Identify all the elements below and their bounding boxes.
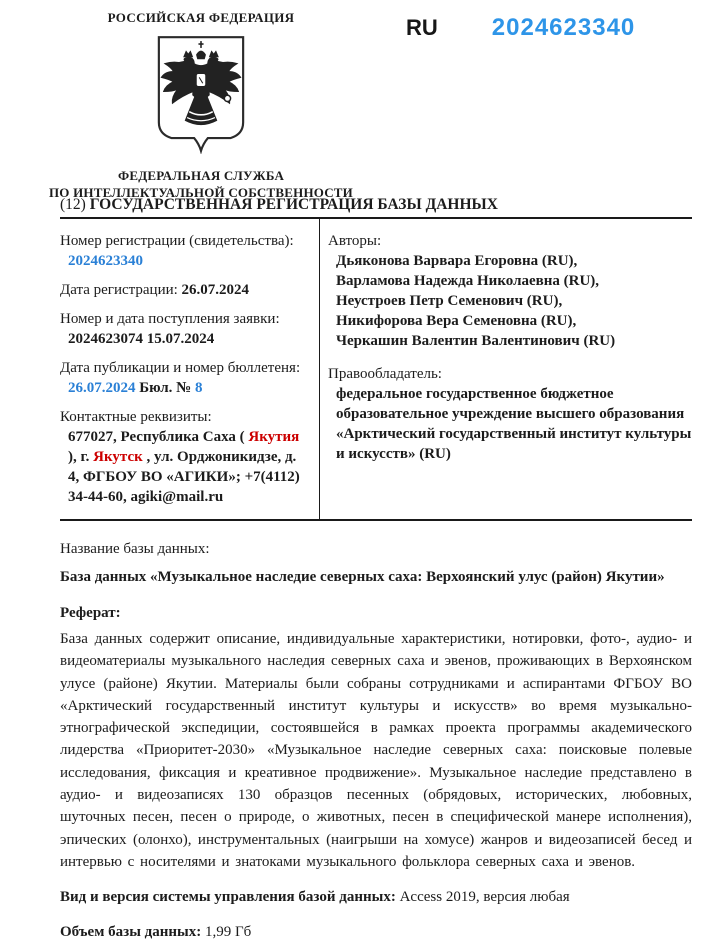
agency-name-line2: ПО ИНТЕЛЛЕКТУАЛЬНОЙ СОБСТВЕННОСТИ — [49, 185, 353, 200]
dbms-label: Вид и версия системы управления базой данных: — [60, 889, 396, 906]
issuing-authority-block — [28, 10, 374, 201]
contact-text-part2: ), г. — [68, 449, 90, 465]
document-header — [0, 0, 722, 200]
registration-date-entry — [60, 280, 309, 300]
db-size-value: 1,99 Гб — [204, 924, 252, 941]
application-entry — [60, 309, 309, 349]
author-row: Варламова Надежда Николаевна (RU), — [336, 273, 600, 289]
bibliographic-table — [60, 217, 692, 521]
contact-text-part1: 677027, Республика Саха ( — [68, 429, 245, 445]
country-code: RU — [406, 15, 438, 40]
rightholder-value: федеральное государственное бюджетное образовательное учреждение высшего образования «Арктический государственный институт культуры и искусств» (RU) — [336, 386, 692, 462]
reg-date-value: 26.07.2024 — [181, 282, 250, 298]
author-row: Дьяконова Варвара Егоровна (RU), — [336, 253, 578, 269]
bulletin-number-link[interactable]: 8 — [195, 380, 203, 396]
reg-date-label: Дата регистрации: — [60, 282, 178, 298]
contact-text-part3: , ул. Орджоникидзе, д. 4, ФГБОУ ВО «АГИКИ»; +7(4112) 34-44-60, agiki@mail.ru — [68, 449, 300, 505]
document-body — [60, 538, 692, 943]
author-row: Никифорова Вера Семеновна (RU), — [336, 313, 577, 329]
author-row: Черкашин Валентин Валентинович (RU) — [336, 333, 616, 349]
contacts-label: Контактные реквизиты: — [60, 409, 212, 425]
publication-label: Дата публикации и номер бюллетеня: — [60, 360, 301, 376]
doc-kind-code: (12) — [60, 196, 86, 213]
application-value: 2024623074 15.07.2024 — [68, 331, 215, 347]
biblio-right-column — [320, 219, 692, 519]
doc-kind-title: ГОСУДАРСТВЕННАЯ РЕГИСТРАЦИЯ БАЗЫ ДАННЫХ — [89, 196, 498, 213]
application-label: Номер и дата поступления заявки: — [60, 311, 280, 327]
bulletin-label: Бюл. № — [139, 380, 192, 396]
reg-number-link[interactable]: 2024623340 — [68, 253, 143, 269]
country-title: РОССИЙСКАЯ ФЕДЕРАЦИЯ — [107, 10, 295, 25]
contacts-value — [60, 427, 309, 507]
contact-highlight-yakutia: Якутия — [248, 429, 300, 445]
rightholder-entry — [328, 364, 692, 464]
biblio-left-column — [60, 219, 320, 519]
contacts-entry — [60, 407, 309, 507]
db-name-value: База данных «Музыкальное наследие северных саха: Верхоянский улус (район) Якутии» — [60, 569, 665, 585]
dbms-line — [60, 886, 692, 908]
db-name-label: Название базы данных: — [60, 541, 210, 557]
abstract-text: База данных содержит описание, индивидуальные характеристики, нотировки, фото-, аудио- и видеоматериалы музыкального наследия северных саха и эвенов, проживающих в Верхоянском улусе (районе) Якутии. Материалы были собраны сотрудниками и аспирантами ФГБОУ ВО «Арктический государственный институт культуры и искусств» во время музыкально-этнографической экспедиции, состоявшейся в рамках проекта программы академического лидерства «Приоритет-2030» «Музыкальное наследие северных саха: поисковые полевые исследования, фиксация и креативное продвижение». Музыкальное наследие представлено в аудио- и видеозаписях 130 образцов песенных (обрядовых, исторических, любовных, шуточных песен, песен о природе, о животных, песен в специфической манере исполнения), эпических (олонхо), инструментальных (наигрыши на хомусе) жанров и видеозаписей бесед и интервью с носителями и знатоками музыкального фольклора северных саха и эвенов. — [60, 631, 692, 870]
author-row: Неустроев Петр Семенович (RU), — [336, 293, 563, 309]
agency-name — [28, 167, 374, 201]
reg-number-label: Номер регистрации (свидетельства): — [60, 233, 294, 249]
rightholder-label: Правообладатель: — [328, 366, 442, 382]
registration-number-entry — [60, 231, 309, 271]
abstract-label: Реферат: — [60, 605, 121, 621]
authors-label: Авторы: — [328, 233, 382, 249]
agency-name-line1: ФЕДЕРАЛЬНАЯ СЛУЖБА — [117, 168, 285, 183]
db-size-label: Объем базы данных: — [60, 924, 202, 941]
authors-entry — [328, 231, 692, 351]
publication-entry — [60, 358, 309, 398]
contact-highlight-yakutsk: Якутск — [93, 449, 143, 465]
db-size-line — [60, 921, 692, 943]
publication-id-block — [406, 14, 635, 42]
authors-list — [328, 251, 692, 351]
publication-date-link[interactable]: 26.07.2024 — [68, 380, 136, 396]
dbms-value: Access 2019, версия любая — [399, 889, 570, 906]
publication-number-link[interactable]: 2024623340 — [491, 14, 636, 41]
russian-coat-of-arms-icon — [152, 34, 250, 159]
